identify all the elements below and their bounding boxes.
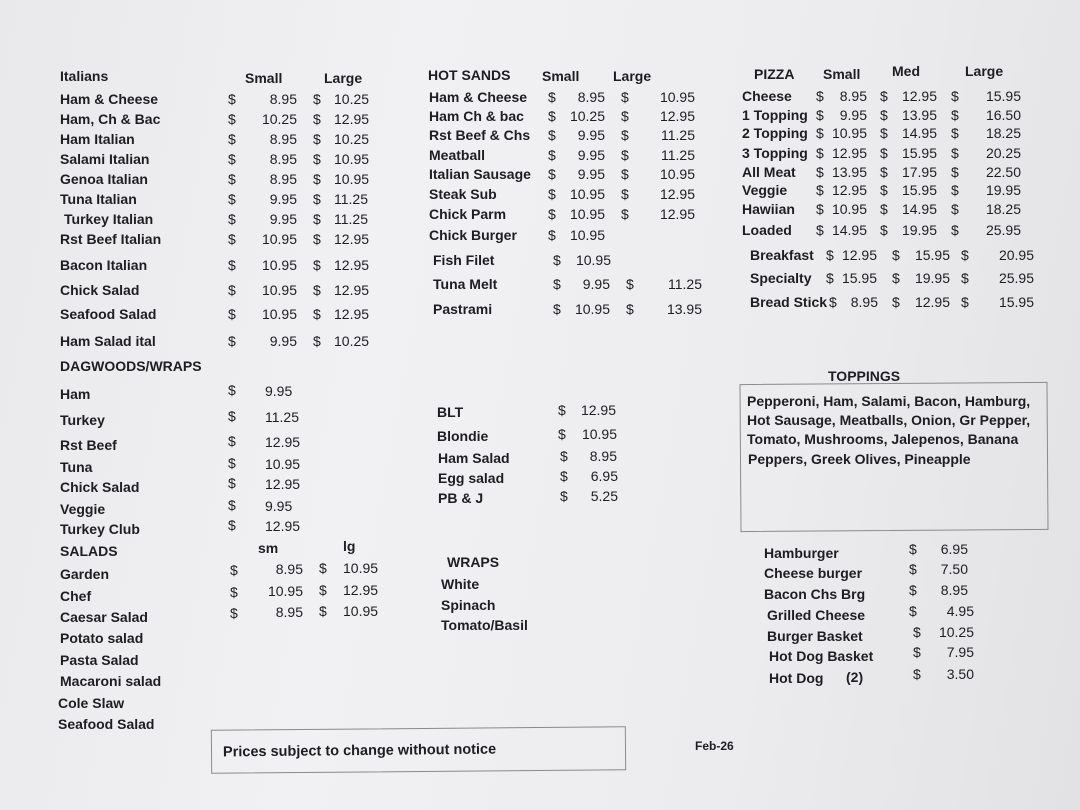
pizza-item-name: 3 Topping <box>742 145 808 161</box>
italians-price-large: 12.95 <box>334 282 370 298</box>
dagwoods-item-name: Tuna <box>60 459 93 475</box>
pizza-price-med: 14.95 <box>901 125 937 141</box>
pizza-heading: PIZZA <box>754 66 795 82</box>
currency-sign: $ <box>961 247 969 263</box>
dagwoods-item-name: Ham <box>60 386 91 402</box>
sandwich-item-name: BLT <box>437 404 464 420</box>
salads-col-small: sm <box>258 540 279 556</box>
dagwoods-price: 12.95 <box>265 476 301 492</box>
currency-sign: $ <box>230 562 238 578</box>
currency-sign: $ <box>228 382 236 398</box>
toppings-line: Hot Sausage, Meatballs, Onion, Gr Pepper, <box>747 412 1031 428</box>
hot-sands-item-name: Fish Filet <box>433 252 495 268</box>
italians-price-large: 11.25 <box>334 191 368 207</box>
pizza-item-name: Veggie <box>742 182 788 198</box>
dagwoods-price: 12.95 <box>265 434 301 450</box>
salads-item-name: Cole Slaw <box>58 695 125 711</box>
italians-price-small: 10.95 <box>261 231 297 247</box>
burgers-item-note: (2) <box>846 669 864 685</box>
currency-sign: $ <box>548 108 556 124</box>
currency-sign: $ <box>313 306 321 322</box>
italians-item-name: Ham, Ch & Bac <box>60 111 161 127</box>
pizza-price-large: 18.25 <box>985 125 1021 141</box>
salads-price-large: 10.95 <box>343 560 379 576</box>
hot-sands-item-name: Steak Sub <box>429 186 497 202</box>
pizza-price-small: 10.95 <box>831 201 867 217</box>
pizza-price-large: 22.50 <box>985 164 1021 180</box>
currency-sign: $ <box>560 468 568 484</box>
currency-sign: $ <box>548 147 556 163</box>
hot-sands-item-name: Ham Ch & bac <box>429 108 524 124</box>
pizza-price-small: 10.95 <box>831 125 867 141</box>
currency-sign: $ <box>880 125 888 141</box>
currency-sign: $ <box>951 182 959 198</box>
pizza-price-med: 17.95 <box>901 164 937 180</box>
burgers-item-name: Hamburger <box>764 545 839 561</box>
currency-sign: $ <box>621 147 629 163</box>
wraps-item: White <box>441 576 480 592</box>
sandwich-price: 6.95 <box>590 468 618 484</box>
currency-sign: $ <box>553 301 561 317</box>
italians-price-large: 10.25 <box>334 333 370 349</box>
pizza-price-large: 20.95 <box>998 247 1034 263</box>
italians-price-small: 8.95 <box>269 171 297 187</box>
burgers-price: 3.50 <box>946 666 974 682</box>
italians-price-small: 9.95 <box>269 191 297 207</box>
pizza-price-large: 18.25 <box>985 201 1021 217</box>
dagwoods-price: 10.95 <box>265 456 301 472</box>
currency-sign: $ <box>230 605 238 621</box>
italians-item-name: Tuna Italian <box>60 191 137 207</box>
pizza-price-med: 15.95 <box>914 247 950 263</box>
currency-sign: $ <box>829 294 837 310</box>
currency-sign: $ <box>228 433 236 449</box>
salads-price-small: 10.95 <box>267 583 303 599</box>
currency-sign: $ <box>319 603 327 619</box>
pizza-item-name: Bread Stick <box>750 294 828 310</box>
hot-sands-price-small: 10.95 <box>575 252 611 268</box>
currency-sign: $ <box>961 294 969 310</box>
italians-item-name: Turkey Italian <box>64 211 154 227</box>
italians-price-small: 10.95 <box>261 306 297 322</box>
currency-sign: $ <box>319 560 327 576</box>
currency-sign: $ <box>892 247 900 263</box>
pizza-price-large: 16.50 <box>985 107 1021 123</box>
sandwich-item-name: Ham Salad <box>438 450 510 466</box>
italians-price-large: 10.95 <box>334 171 370 187</box>
pizza-price-small: 8.95 <box>839 88 867 104</box>
currency-sign: $ <box>909 541 917 557</box>
toppings-heading: TOPPINGS <box>828 368 901 384</box>
italians-col-small: Small <box>245 70 283 86</box>
italians-item-name: Seafood Salad <box>60 306 157 322</box>
currency-sign: $ <box>816 182 824 198</box>
pizza-price-large: 15.95 <box>998 294 1034 310</box>
currency-sign: $ <box>951 107 959 123</box>
italians-item-name: Ham & Cheese <box>60 91 159 107</box>
italians-col-large: Large <box>324 70 363 86</box>
currency-sign: $ <box>228 91 236 107</box>
currency-sign: $ <box>880 164 888 180</box>
currency-sign: $ <box>548 206 556 222</box>
toppings-line: Pepperoni, Ham, Salami, Bacon, Hamburg, <box>747 393 1031 409</box>
currency-sign: $ <box>313 257 321 273</box>
currency-sign: $ <box>228 455 236 471</box>
pizza-item-name: Cheese <box>742 88 792 104</box>
currency-sign: $ <box>313 171 321 187</box>
currency-sign: $ <box>621 127 629 143</box>
currency-sign: $ <box>961 270 969 286</box>
currency-sign: $ <box>816 201 824 217</box>
italians-price-large: 11.25 <box>334 211 368 227</box>
pizza-price-small: 8.95 <box>850 294 878 310</box>
currency-sign: $ <box>558 426 566 442</box>
hot-sands-price-small: 9.95 <box>577 127 605 143</box>
wraps-heading: WRAPS <box>447 554 500 570</box>
currency-sign: $ <box>548 186 556 202</box>
italians-price-large: 10.95 <box>334 151 370 167</box>
dagwoods-price: 11.25 <box>265 409 299 425</box>
salads-price-small: 8.95 <box>275 604 303 620</box>
currency-sign: $ <box>816 222 824 238</box>
hot-sands-price-small: 10.95 <box>569 186 605 202</box>
currency-sign: $ <box>816 88 824 104</box>
hot-sands-price-small: 9.95 <box>577 166 605 182</box>
wraps-item: Spinach <box>441 597 496 613</box>
italians-price-small: 10.95 <box>261 257 297 273</box>
dagwoods-heading: DAGWOODS/WRAPS <box>60 358 202 374</box>
hot-sands-item-name: Chick Parm <box>429 206 507 222</box>
toppings-line: Peppers, Greek Olives, Pineapple <box>748 451 971 467</box>
pizza-item-name: All Meat <box>742 164 796 180</box>
pizza-price-small: 12.95 <box>831 145 867 161</box>
italians-price-small: 8.95 <box>269 151 297 167</box>
currency-sign: $ <box>558 402 566 418</box>
currency-sign: $ <box>880 222 888 238</box>
currency-sign: $ <box>621 186 629 202</box>
pizza-col-large: Large <box>965 63 1004 79</box>
currency-sign: $ <box>313 333 321 349</box>
burgers-item-name: Cheese burger <box>764 565 863 581</box>
currency-sign: $ <box>951 164 959 180</box>
currency-sign: $ <box>560 448 568 464</box>
pizza-price-small: 15.95 <box>841 270 877 286</box>
currency-sign: $ <box>313 111 321 127</box>
italians-price-small: 9.95 <box>269 333 297 349</box>
currency-sign: $ <box>548 227 556 243</box>
currency-sign: $ <box>880 201 888 217</box>
sandwich-price: 5.25 <box>590 488 618 504</box>
dagwoods-price: 12.95 <box>265 518 301 534</box>
currency-sign: $ <box>228 131 236 147</box>
currency-sign: $ <box>548 166 556 182</box>
hot-sands-price-large: 13.95 <box>666 301 702 317</box>
currency-sign: $ <box>228 306 236 322</box>
dagwoods-price: 9.95 <box>265 383 293 399</box>
burgers-price: 4.95 <box>946 603 974 619</box>
salads-price-small: 8.95 <box>275 561 303 577</box>
italians-price-large: 12.95 <box>334 231 370 247</box>
burgers-item-name: Bacon Chs Brg <box>764 586 866 602</box>
currency-sign: $ <box>951 125 959 141</box>
pizza-price-med: 14.95 <box>901 201 937 217</box>
currency-sign: $ <box>313 91 321 107</box>
dagwoods-item-name: Turkey <box>60 412 105 428</box>
pizza-price-large: 15.95 <box>985 88 1021 104</box>
salads-price-large: 10.95 <box>343 603 379 619</box>
italians-price-large: 12.95 <box>334 111 370 127</box>
salads-item-name: Seafood Salad <box>58 716 155 732</box>
pizza-item-name: Hawiian <box>742 201 795 217</box>
hot-sands-price-large: 11.25 <box>668 276 702 292</box>
currency-sign: $ <box>228 497 236 513</box>
currency-sign: $ <box>951 201 959 217</box>
currency-sign: $ <box>228 408 236 424</box>
currency-sign: $ <box>228 211 236 227</box>
currency-sign: $ <box>892 270 900 286</box>
currency-sign: $ <box>880 182 888 198</box>
date-stamp: Feb-26 <box>695 739 734 753</box>
burgers-item-name: Hot Dog Basket <box>769 648 874 664</box>
pizza-price-med: 13.95 <box>901 107 937 123</box>
italians-price-small: 10.95 <box>261 282 297 298</box>
price-notice: Prices subject to change without notice <box>222 741 497 761</box>
currency-sign: $ <box>228 111 236 127</box>
pizza-price-small: 9.95 <box>839 107 867 123</box>
pizza-price-large: 25.95 <box>985 222 1021 238</box>
currency-sign: $ <box>951 145 959 161</box>
currency-sign: $ <box>951 222 959 238</box>
currency-sign: $ <box>880 145 888 161</box>
hot-sands-price-large: 11.25 <box>661 127 695 143</box>
italians-price-large: 10.25 <box>334 131 370 147</box>
currency-sign: $ <box>880 88 888 104</box>
italians-item-name: Genoa Italian <box>60 171 148 187</box>
currency-sign: $ <box>816 107 824 123</box>
currency-sign: $ <box>909 561 917 577</box>
currency-sign: $ <box>313 131 321 147</box>
currency-sign: $ <box>909 603 917 619</box>
hot-sands-item-name: Meatball <box>429 147 486 163</box>
hot-sands-col-small: Small <box>542 68 580 84</box>
hot-sands-price-large: 11.25 <box>661 147 695 163</box>
salads-col-large: lg <box>343 538 356 554</box>
currency-sign: $ <box>228 282 236 298</box>
currency-sign: $ <box>560 488 568 504</box>
currency-sign: $ <box>816 145 824 161</box>
salads-item-name: Garden <box>60 566 110 582</box>
hot-sands-price-small: 10.25 <box>569 108 605 124</box>
currency-sign: $ <box>230 584 238 600</box>
currency-sign: $ <box>880 107 888 123</box>
italians-price-small: 8.95 <box>269 91 297 107</box>
pizza-price-med: 12.95 <box>901 88 937 104</box>
hot-sands-item-name: Tuna Melt <box>433 276 498 292</box>
wraps-item: Tomato/Basil <box>441 617 528 633</box>
pizza-price-med: 15.95 <box>901 145 937 161</box>
burgers-price: 7.95 <box>946 644 974 660</box>
currency-sign: $ <box>826 247 834 263</box>
currency-sign: $ <box>826 270 834 286</box>
currency-sign: $ <box>913 644 921 660</box>
salads-item-name: Pasta Salad <box>60 652 139 668</box>
hot-sands-heading: HOT SANDS <box>428 67 511 83</box>
currency-sign: $ <box>319 582 327 598</box>
currency-sign: $ <box>626 276 634 292</box>
burgers-item-name: Grilled Cheese <box>767 607 866 623</box>
hot-sands-item-name: Italian Sausage <box>429 166 531 182</box>
currency-sign: $ <box>548 127 556 143</box>
burgers-price: 8.95 <box>940 582 968 598</box>
pizza-price-small: 14.95 <box>831 222 867 238</box>
currency-sign: $ <box>951 88 959 104</box>
burgers-price: 6.95 <box>940 541 968 557</box>
salads-item-name: Macaroni salad <box>60 673 162 689</box>
dagwoods-price: 9.95 <box>265 498 293 514</box>
italians-item-name: Salami Italian <box>60 151 150 167</box>
dagwoods-item-name: Veggie <box>60 501 106 517</box>
pizza-item-name: Loaded <box>742 222 792 238</box>
hot-sands-price-large: 12.95 <box>659 108 695 124</box>
italians-price-small: 10.25 <box>261 111 297 127</box>
hot-sands-price-large: 10.95 <box>659 166 695 182</box>
currency-sign: $ <box>228 475 236 491</box>
sandwich-price: 8.95 <box>589 448 617 464</box>
italians-item-name: Rst Beef Italian <box>60 231 162 247</box>
hot-sands-price-small: 9.95 <box>577 147 605 163</box>
dagwoods-item-name: Turkey Club <box>60 521 140 537</box>
pizza-item-name: 2 Topping <box>742 125 808 141</box>
italians-price-large: 12.95 <box>334 257 370 273</box>
burgers-price: 7.50 <box>940 561 968 577</box>
pizza-col-med: Med <box>892 63 920 79</box>
pizza-price-small: 13.95 <box>831 164 867 180</box>
salads-price-large: 12.95 <box>343 582 379 598</box>
burgers-item-name: Burger Basket <box>767 628 863 644</box>
currency-sign: $ <box>548 89 556 105</box>
burgers-price: 10.25 <box>938 624 974 640</box>
currency-sign: $ <box>892 294 900 310</box>
pizza-item-name: Specialty <box>750 270 812 286</box>
pizza-item-name: 1 Topping <box>742 107 808 123</box>
dagwoods-item-name: Rst Beef <box>60 437 117 453</box>
currency-sign: $ <box>553 276 561 292</box>
currency-sign: $ <box>313 282 321 298</box>
currency-sign: $ <box>228 171 236 187</box>
italians-price-large: 10.25 <box>334 91 370 107</box>
currency-sign: $ <box>228 333 236 349</box>
italians-price-small: 9.95 <box>269 211 297 227</box>
sandwich-price: 12.95 <box>580 402 616 418</box>
pizza-price-small: 12.95 <box>831 182 867 198</box>
hot-sands-item-name: Chick Burger <box>429 227 517 243</box>
pizza-price-med: 19.95 <box>901 222 937 238</box>
currency-sign: $ <box>313 231 321 247</box>
pizza-price-large: 20.25 <box>985 145 1021 161</box>
hot-sands-item-name: Ham & Cheese <box>429 89 528 105</box>
currency-sign: $ <box>621 89 629 105</box>
hot-sands-price-small: 10.95 <box>569 227 605 243</box>
italians-item-name: Bacon Italian <box>60 257 148 273</box>
pizza-price-large: 25.95 <box>998 270 1034 286</box>
currency-sign: $ <box>228 191 236 207</box>
hot-sands-col-large: Large <box>613 68 652 84</box>
salads-item-name: Caesar Salad <box>60 609 148 625</box>
currency-sign: $ <box>816 164 824 180</box>
burgers-item-name: Hot Dog <box>769 670 824 686</box>
currency-sign: $ <box>626 301 634 317</box>
currency-sign: $ <box>621 206 629 222</box>
pizza-item-name: Breakfast <box>750 247 814 263</box>
salads-heading: SALADS <box>60 543 118 559</box>
pizza-col-small: Small <box>823 66 861 82</box>
hot-sands-price-large: 12.95 <box>659 206 695 222</box>
currency-sign: $ <box>228 517 236 533</box>
hot-sands-price-small: 8.95 <box>577 89 605 105</box>
toppings-line: Tomato, Mushrooms, Jalepenos, Banana <box>747 431 1019 447</box>
italians-heading: Italians <box>60 68 109 84</box>
dagwoods-item-name: Chick Salad <box>60 479 140 495</box>
sandwich-item-name: Egg salad <box>438 470 505 486</box>
pizza-price-med: 12.95 <box>914 294 950 310</box>
hot-sands-price-large: 12.95 <box>659 186 695 202</box>
currency-sign: $ <box>913 666 921 682</box>
hot-sands-item-name: Rst Beef & Chs <box>429 127 531 143</box>
italians-item-name: Ham Salad ital <box>60 333 156 349</box>
italians-item-name: Chick Salad <box>60 282 140 298</box>
currency-sign: $ <box>313 191 321 207</box>
italians-price-small: 8.95 <box>269 131 297 147</box>
currency-sign: $ <box>913 624 921 640</box>
sandwich-price: 10.95 <box>581 426 617 442</box>
pizza-price-large: 19.95 <box>985 182 1021 198</box>
hot-sands-price-large: 10.95 <box>659 89 695 105</box>
salads-item-name: Potato salad <box>60 630 144 646</box>
currency-sign: $ <box>621 108 629 124</box>
hot-sands-item-name: Pastrami <box>433 301 493 317</box>
hot-sands-price-small: 10.95 <box>574 301 610 317</box>
currency-sign: $ <box>313 211 321 227</box>
currency-sign: $ <box>621 166 629 182</box>
hot-sands-price-small: 9.95 <box>582 276 610 292</box>
currency-sign: $ <box>816 125 824 141</box>
hot-sands-price-small: 10.95 <box>569 206 605 222</box>
pizza-price-med: 15.95 <box>901 182 937 198</box>
salads-item-name: Chef <box>60 588 92 604</box>
pizza-price-small: 12.95 <box>841 247 877 263</box>
currency-sign: $ <box>313 151 321 167</box>
currency-sign: $ <box>909 582 917 598</box>
italians-price-large: 12.95 <box>334 306 370 322</box>
italians-item-name: Ham Italian <box>60 131 135 147</box>
currency-sign: $ <box>228 151 236 167</box>
sandwich-item-name: PB & J <box>438 490 484 506</box>
pizza-price-med: 19.95 <box>914 270 950 286</box>
currency-sign: $ <box>228 231 236 247</box>
currency-sign: $ <box>553 252 561 268</box>
currency-sign: $ <box>228 257 236 273</box>
sandwich-item-name: Blondie <box>437 428 489 444</box>
